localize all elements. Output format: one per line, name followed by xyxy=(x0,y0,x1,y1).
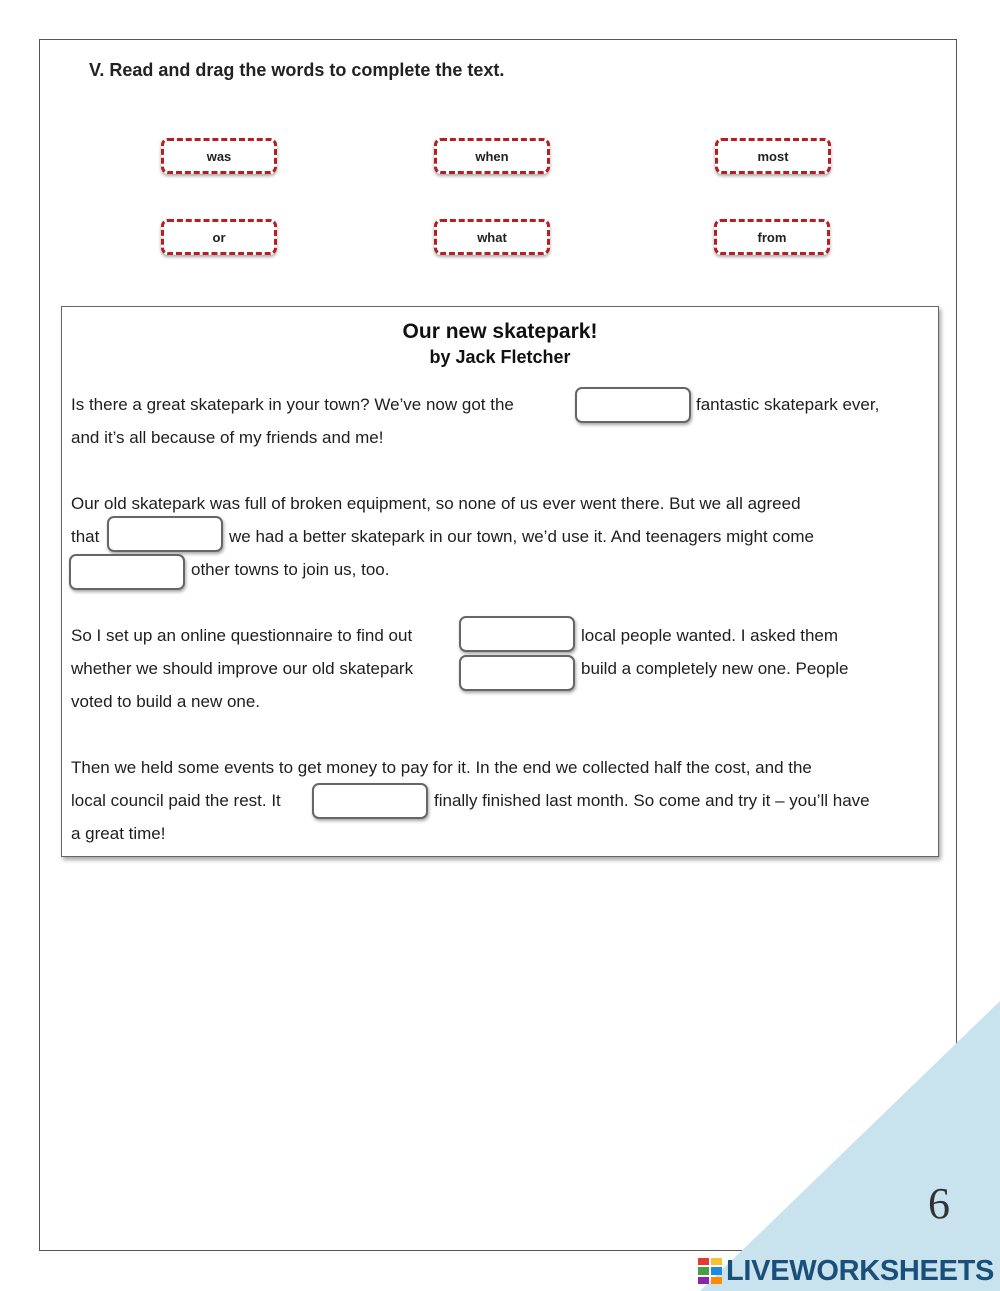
logo-blocks-icon xyxy=(698,1258,722,1284)
text-line: Our old skatepark was full of broken equipment, so none of us ever went there. But we all agreed xyxy=(71,494,801,513)
text-line: Is there a great skatepark in your town? We’ve now got the xyxy=(71,395,514,414)
text-line: that xyxy=(71,527,100,546)
text-line: other towns to join us, too. xyxy=(191,560,390,579)
draggable-word-from[interactable]: from xyxy=(714,219,830,255)
text-line: Then we held some events to get money to pay for it. In the end we collected half the cost, and the xyxy=(71,758,812,777)
text-line: build a completely new one. People xyxy=(581,659,849,678)
corner-triangle-decoration xyxy=(700,1001,1000,1291)
draggable-word-what[interactable]: what xyxy=(434,219,550,255)
text-line: and it’s all because of my friends and me! xyxy=(71,428,384,447)
text-line: whether we should improve our old skatepark xyxy=(71,659,414,678)
article-author: by Jack Fletcher xyxy=(429,347,571,367)
text-line: a great time! xyxy=(71,824,166,843)
text-line: we had a better skatepark in our town, we’d use it. And teenagers might come xyxy=(229,527,814,546)
brand-name: LIVEWORKSHEETS xyxy=(726,1254,995,1287)
draggable-word-was[interactable]: was xyxy=(161,138,277,174)
article-title: Our new skatepark! xyxy=(402,320,598,343)
drop-slot-1[interactable] xyxy=(575,387,691,423)
text-line: local council paid the rest. It xyxy=(71,791,281,810)
drop-slot-5[interactable] xyxy=(459,655,575,691)
drop-slot-3[interactable] xyxy=(69,554,185,590)
draggable-word-or[interactable]: or xyxy=(161,219,277,255)
liveworksheets-logo xyxy=(698,1254,994,1288)
drop-slot-6[interactable] xyxy=(312,783,428,819)
instruction-heading: V. Read and drag the words to complete the text. xyxy=(89,60,505,80)
draggable-word-most[interactable]: most xyxy=(715,138,831,174)
text-line: finally finished last month. So come and try it – you’ll have xyxy=(434,791,870,810)
drop-slot-2[interactable] xyxy=(107,516,223,552)
text-line: So I set up an online questionnaire to find out xyxy=(71,626,413,645)
page-number: 6 xyxy=(928,1179,950,1228)
drop-slot-4[interactable] xyxy=(459,616,575,652)
draggable-word-when[interactable]: when xyxy=(434,138,550,174)
text-line: voted to build a new one. xyxy=(71,692,261,711)
text-line: fantastic skatepark ever, xyxy=(696,395,880,414)
text-line: local people wanted. I asked them xyxy=(581,626,839,645)
